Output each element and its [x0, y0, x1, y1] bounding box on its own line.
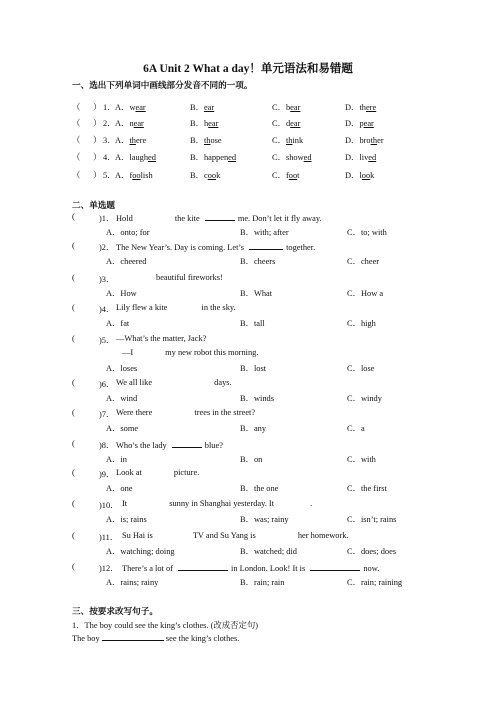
- option-b[interactable]: B．with; after: [240, 228, 289, 237]
- underlined-part: ear: [208, 119, 219, 128]
- option-letter: A．: [115, 171, 130, 180]
- word-part: bro: [359, 136, 371, 145]
- underlined-part: ear: [203, 103, 215, 112]
- option-b[interactable]: B．was; rainy: [240, 515, 289, 524]
- answer-paren-right[interactable]: ）: [93, 136, 102, 145]
- option-b[interactable]: B．What: [240, 289, 273, 298]
- answer-blank[interactable]: [310, 562, 360, 571]
- stem-text: It: [122, 499, 128, 508]
- option-b[interactable]: B．lost: [240, 364, 267, 373]
- question-number: )9．: [99, 470, 115, 479]
- answer-paren[interactable]: (: [72, 499, 75, 508]
- option-letter: B．: [190, 171, 204, 180]
- stem-text: —What’s the matter, Jack?: [116, 334, 207, 343]
- answer-paren[interactable]: (: [72, 334, 75, 343]
- answer-paren[interactable]: (: [72, 531, 75, 540]
- option-c[interactable]: C．cheer: [347, 257, 380, 266]
- stem-text: Hold: [116, 214, 133, 223]
- answer-paren[interactable]: (: [72, 303, 75, 312]
- word-part: ink: [292, 136, 304, 145]
- option-a[interactable]: A．onto; for: [106, 228, 150, 237]
- option-letter: D．: [345, 171, 360, 180]
- stem-text: —I: [122, 348, 134, 357]
- answer-blank[interactable]: [102, 632, 164, 641]
- option-a[interactable]: A．is; rains: [106, 515, 147, 524]
- underlined-part: th: [203, 136, 211, 145]
- stem-text: me. Don’t let it fly away.: [237, 214, 322, 223]
- stem-text: together.: [286, 243, 316, 252]
- option-letter: A．: [115, 103, 130, 112]
- option-a[interactable]: A．rains; rainy: [106, 578, 159, 587]
- option-letter: B．: [190, 119, 204, 128]
- word-part: h: [203, 119, 209, 128]
- question-stem: [116, 241, 315, 252]
- answer-blank[interactable]: [172, 439, 202, 448]
- option-b[interactable]: B．watched; did: [240, 547, 297, 556]
- option-letter: D．: [345, 136, 360, 145]
- question-stem: [122, 562, 379, 573]
- option-a[interactable]: [115, 101, 146, 113]
- word-part: ere: [135, 136, 147, 145]
- word-part: show: [285, 153, 304, 162]
- stem-text: Look at: [116, 468, 142, 477]
- option-letter: C．: [272, 171, 286, 180]
- option-c[interactable]: [272, 151, 312, 163]
- stem-text: There’s a lot of: [122, 564, 173, 573]
- option-letter: D．: [345, 153, 360, 162]
- underlined-part: th: [285, 136, 293, 145]
- option-letter: C．: [272, 136, 286, 145]
- word-part: c: [203, 171, 208, 180]
- question-stem: [116, 334, 206, 343]
- stem-text: her homework.: [297, 531, 349, 540]
- stem-text: We all like: [116, 378, 153, 387]
- option-d[interactable]: [345, 134, 384, 146]
- stem-text: picture.: [173, 468, 200, 477]
- word-part: er: [377, 136, 384, 145]
- word-part: b: [285, 103, 291, 112]
- question-number: 1．: [103, 103, 116, 112]
- underlined-part: ear: [363, 119, 374, 128]
- answer-paren[interactable]: (: [72, 241, 75, 250]
- rewrite-answer-prefix: The boy: [72, 634, 100, 643]
- section2-heading: 二、单选题: [72, 200, 115, 210]
- stem-text: the kite: [174, 214, 200, 223]
- option-c[interactable]: C．to; with: [347, 228, 387, 237]
- option-d[interactable]: [345, 101, 376, 113]
- option-letter: A．: [115, 153, 130, 162]
- option-a[interactable]: [115, 117, 144, 129]
- underlined-part: th: [129, 136, 136, 145]
- word-part: ose: [210, 136, 222, 145]
- answer-blank[interactable]: [178, 562, 228, 571]
- underlined-part: oo: [288, 171, 298, 180]
- option-a[interactable]: A．some: [106, 424, 139, 433]
- page-title: 6A Unit 2 What a day！单元语法和易错题: [143, 63, 353, 75]
- question-stem: [122, 531, 349, 540]
- option-letter: A．: [115, 119, 130, 128]
- option-a[interactable]: A．cheered: [106, 257, 147, 266]
- word-part: lish: [140, 171, 153, 180]
- option-a[interactable]: A．How: [106, 289, 137, 298]
- stem-text: blue?: [204, 441, 223, 450]
- question-number: )11．: [99, 533, 119, 542]
- answer-paren-left: （: [72, 103, 81, 112]
- word-part: w: [129, 103, 136, 112]
- stem-text: Lily flew a kite: [116, 303, 168, 312]
- stem-text: in London. Look! It is: [231, 564, 306, 573]
- question-number: )1．: [99, 214, 115, 223]
- answer-paren-left: （: [72, 119, 81, 128]
- answer-paren-left: （: [72, 171, 81, 180]
- word-part: k: [216, 171, 221, 180]
- rewrite-sentence: 1．The boy could see the king’s clothes. (改成否定句): [72, 621, 259, 630]
- stem-text: The New Year’s. Day is coming. Let’s: [116, 243, 245, 252]
- question-number: )2．: [99, 243, 115, 252]
- question-stem: [116, 212, 322, 223]
- option-letter: D．: [345, 103, 360, 112]
- question-number: )3．: [99, 275, 115, 284]
- stem-text: TV and Su Yang is: [192, 531, 256, 540]
- stem-text: Who’s the lady: [116, 441, 167, 450]
- option-c[interactable]: C．isn’t; rains: [347, 515, 397, 524]
- question-stem: [116, 408, 255, 417]
- option-a[interactable]: A．loses: [106, 364, 138, 373]
- option-c[interactable]: C．rain; raining: [347, 578, 403, 587]
- answer-paren[interactable]: (: [72, 273, 75, 282]
- option-c[interactable]: C．the first: [347, 484, 387, 493]
- question-number: 4．: [103, 153, 116, 162]
- option-letter: C．: [272, 103, 286, 112]
- option-c[interactable]: C．lose: [347, 364, 375, 373]
- underlined-part: th: [370, 136, 378, 145]
- answer-paren-right[interactable]: ）: [93, 103, 102, 112]
- stem-text: trees in the street?: [194, 408, 256, 417]
- option-b[interactable]: B．winds: [240, 394, 274, 403]
- question-number: )7．: [99, 410, 115, 419]
- option-a[interactable]: [115, 151, 156, 163]
- answer-paren-right[interactable]: ）: [93, 153, 102, 162]
- option-c[interactable]: C．with: [347, 455, 376, 464]
- option-c[interactable]: C．does; does: [347, 547, 397, 556]
- answer-blank[interactable]: [249, 241, 283, 250]
- answer-paren[interactable]: (: [72, 468, 75, 477]
- underlined-part: ear: [290, 103, 301, 112]
- option-c[interactable]: [272, 117, 300, 129]
- question-number: )8．: [99, 441, 115, 450]
- word-part: l: [359, 171, 362, 180]
- word-part: d: [285, 119, 291, 128]
- option-c[interactable]: C．windy: [347, 394, 382, 403]
- underlined-part: oo: [361, 171, 371, 180]
- underlined-part: ear: [133, 119, 144, 128]
- word-part: p: [359, 119, 364, 128]
- word-part: n: [129, 119, 134, 128]
- word-part: liv: [359, 153, 369, 162]
- stem-text: days.: [214, 378, 232, 387]
- stem-text: sunny in Shanghai yesterday. It: [169, 499, 275, 508]
- underlined-part: ear: [290, 119, 301, 128]
- question-stem: [122, 499, 312, 508]
- answer-paren[interactable]: (: [72, 212, 75, 221]
- option-d[interactable]: [345, 117, 374, 129]
- question-stem: [116, 378, 232, 387]
- option-c[interactable]: [272, 134, 303, 146]
- word-part: th: [359, 103, 366, 112]
- question-stem: [116, 439, 223, 450]
- answer-paren-left: （: [72, 136, 81, 145]
- stem-text: Were there: [116, 408, 153, 417]
- stem-text: beautiful fireworks!: [156, 273, 223, 282]
- word-part: laugh: [129, 153, 149, 162]
- answer-paren[interactable]: (: [72, 378, 75, 387]
- option-letter: B．: [190, 103, 204, 112]
- option-d[interactable]: [345, 151, 376, 163]
- underlined-part: ere: [365, 103, 377, 112]
- rewrite-answer-line: [72, 632, 239, 643]
- underlined-part: oo: [207, 171, 217, 180]
- option-a[interactable]: A．in: [106, 455, 127, 464]
- answer-paren-right[interactable]: ）: [93, 171, 102, 180]
- question-number: )4．: [99, 305, 115, 314]
- answer-blank[interactable]: [205, 212, 235, 221]
- underlined-part: ed: [368, 153, 377, 162]
- stem-text: my new robot this morning.: [165, 348, 259, 357]
- option-a[interactable]: [115, 169, 153, 181]
- option-b[interactable]: [190, 117, 218, 129]
- option-b[interactable]: [190, 134, 222, 146]
- option-b[interactable]: B．on: [240, 455, 263, 464]
- section1-heading: 一、选出下列单词中画线部分发音不同的一项。: [72, 80, 253, 90]
- question-number: 2．: [103, 119, 116, 128]
- answer-paren[interactable]: (: [72, 562, 75, 571]
- option-a[interactable]: A．watching; doing: [106, 547, 175, 556]
- option-c[interactable]: C．a: [347, 424, 365, 433]
- question-number: 5．: [103, 171, 116, 180]
- question-number: )12．: [99, 564, 119, 573]
- word-part: happen: [203, 153, 229, 162]
- option-a[interactable]: A．wind: [106, 394, 138, 403]
- word-part: f: [285, 171, 289, 180]
- question-stem: [116, 468, 199, 477]
- option-b[interactable]: B．any: [240, 424, 267, 433]
- option-a[interactable]: A．one: [106, 484, 133, 493]
- underlined-part: ed: [228, 153, 237, 162]
- option-b[interactable]: [190, 169, 220, 181]
- option-letter: C．: [272, 153, 286, 162]
- option-b[interactable]: [190, 151, 236, 163]
- word-part: t: [297, 171, 300, 180]
- option-b[interactable]: B．the one: [240, 484, 279, 493]
- option-c[interactable]: C．high: [347, 319, 376, 328]
- option-c[interactable]: [272, 101, 300, 113]
- question-number: )5．: [99, 336, 115, 345]
- question-dialogue-line: [122, 348, 258, 357]
- option-a[interactable]: A．fat: [106, 319, 130, 328]
- underlined-part: ed: [148, 153, 156, 162]
- underlined-part: oo: [132, 171, 141, 180]
- option-b[interactable]: B．cheers: [240, 257, 276, 266]
- stem-text: .: [310, 499, 313, 508]
- option-letter: B．: [190, 136, 204, 145]
- option-b[interactable]: B．tall: [240, 319, 265, 328]
- rewrite-answer-suffix: see the king’s clothes.: [165, 634, 240, 643]
- word-part: f: [129, 171, 133, 180]
- option-b[interactable]: [190, 101, 214, 113]
- question-number: )10．: [99, 501, 119, 510]
- word-part: k: [370, 171, 375, 180]
- answer-paren[interactable]: (: [72, 439, 75, 448]
- option-c[interactable]: C．How a: [347, 289, 384, 298]
- option-d[interactable]: [345, 169, 374, 181]
- stem-text: now.: [363, 564, 380, 573]
- option-letter: B．: [190, 153, 204, 162]
- question-number: 3．: [103, 136, 116, 145]
- option-letter: A．: [115, 136, 130, 145]
- question-number: )6．: [99, 380, 115, 389]
- option-letter: C．: [272, 119, 286, 128]
- underlined-part: ed: [303, 153, 312, 162]
- stem-text: Su Hai is: [122, 531, 153, 540]
- answer-paren[interactable]: (: [72, 408, 75, 417]
- question-stem: [116, 273, 223, 282]
- section3-heading: 三、按要求改写句子。: [72, 606, 158, 616]
- question-stem: [116, 303, 236, 312]
- option-b[interactable]: B．rain; rain: [240, 578, 285, 587]
- option-letter: D．: [345, 119, 360, 128]
- option-a[interactable]: [115, 134, 146, 146]
- underlined-part: ear: [135, 103, 146, 112]
- option-c[interactable]: [272, 169, 299, 181]
- stem-text: in the sky.: [201, 303, 236, 312]
- answer-paren-left: （: [72, 153, 81, 162]
- answer-paren-right[interactable]: ）: [93, 119, 102, 128]
